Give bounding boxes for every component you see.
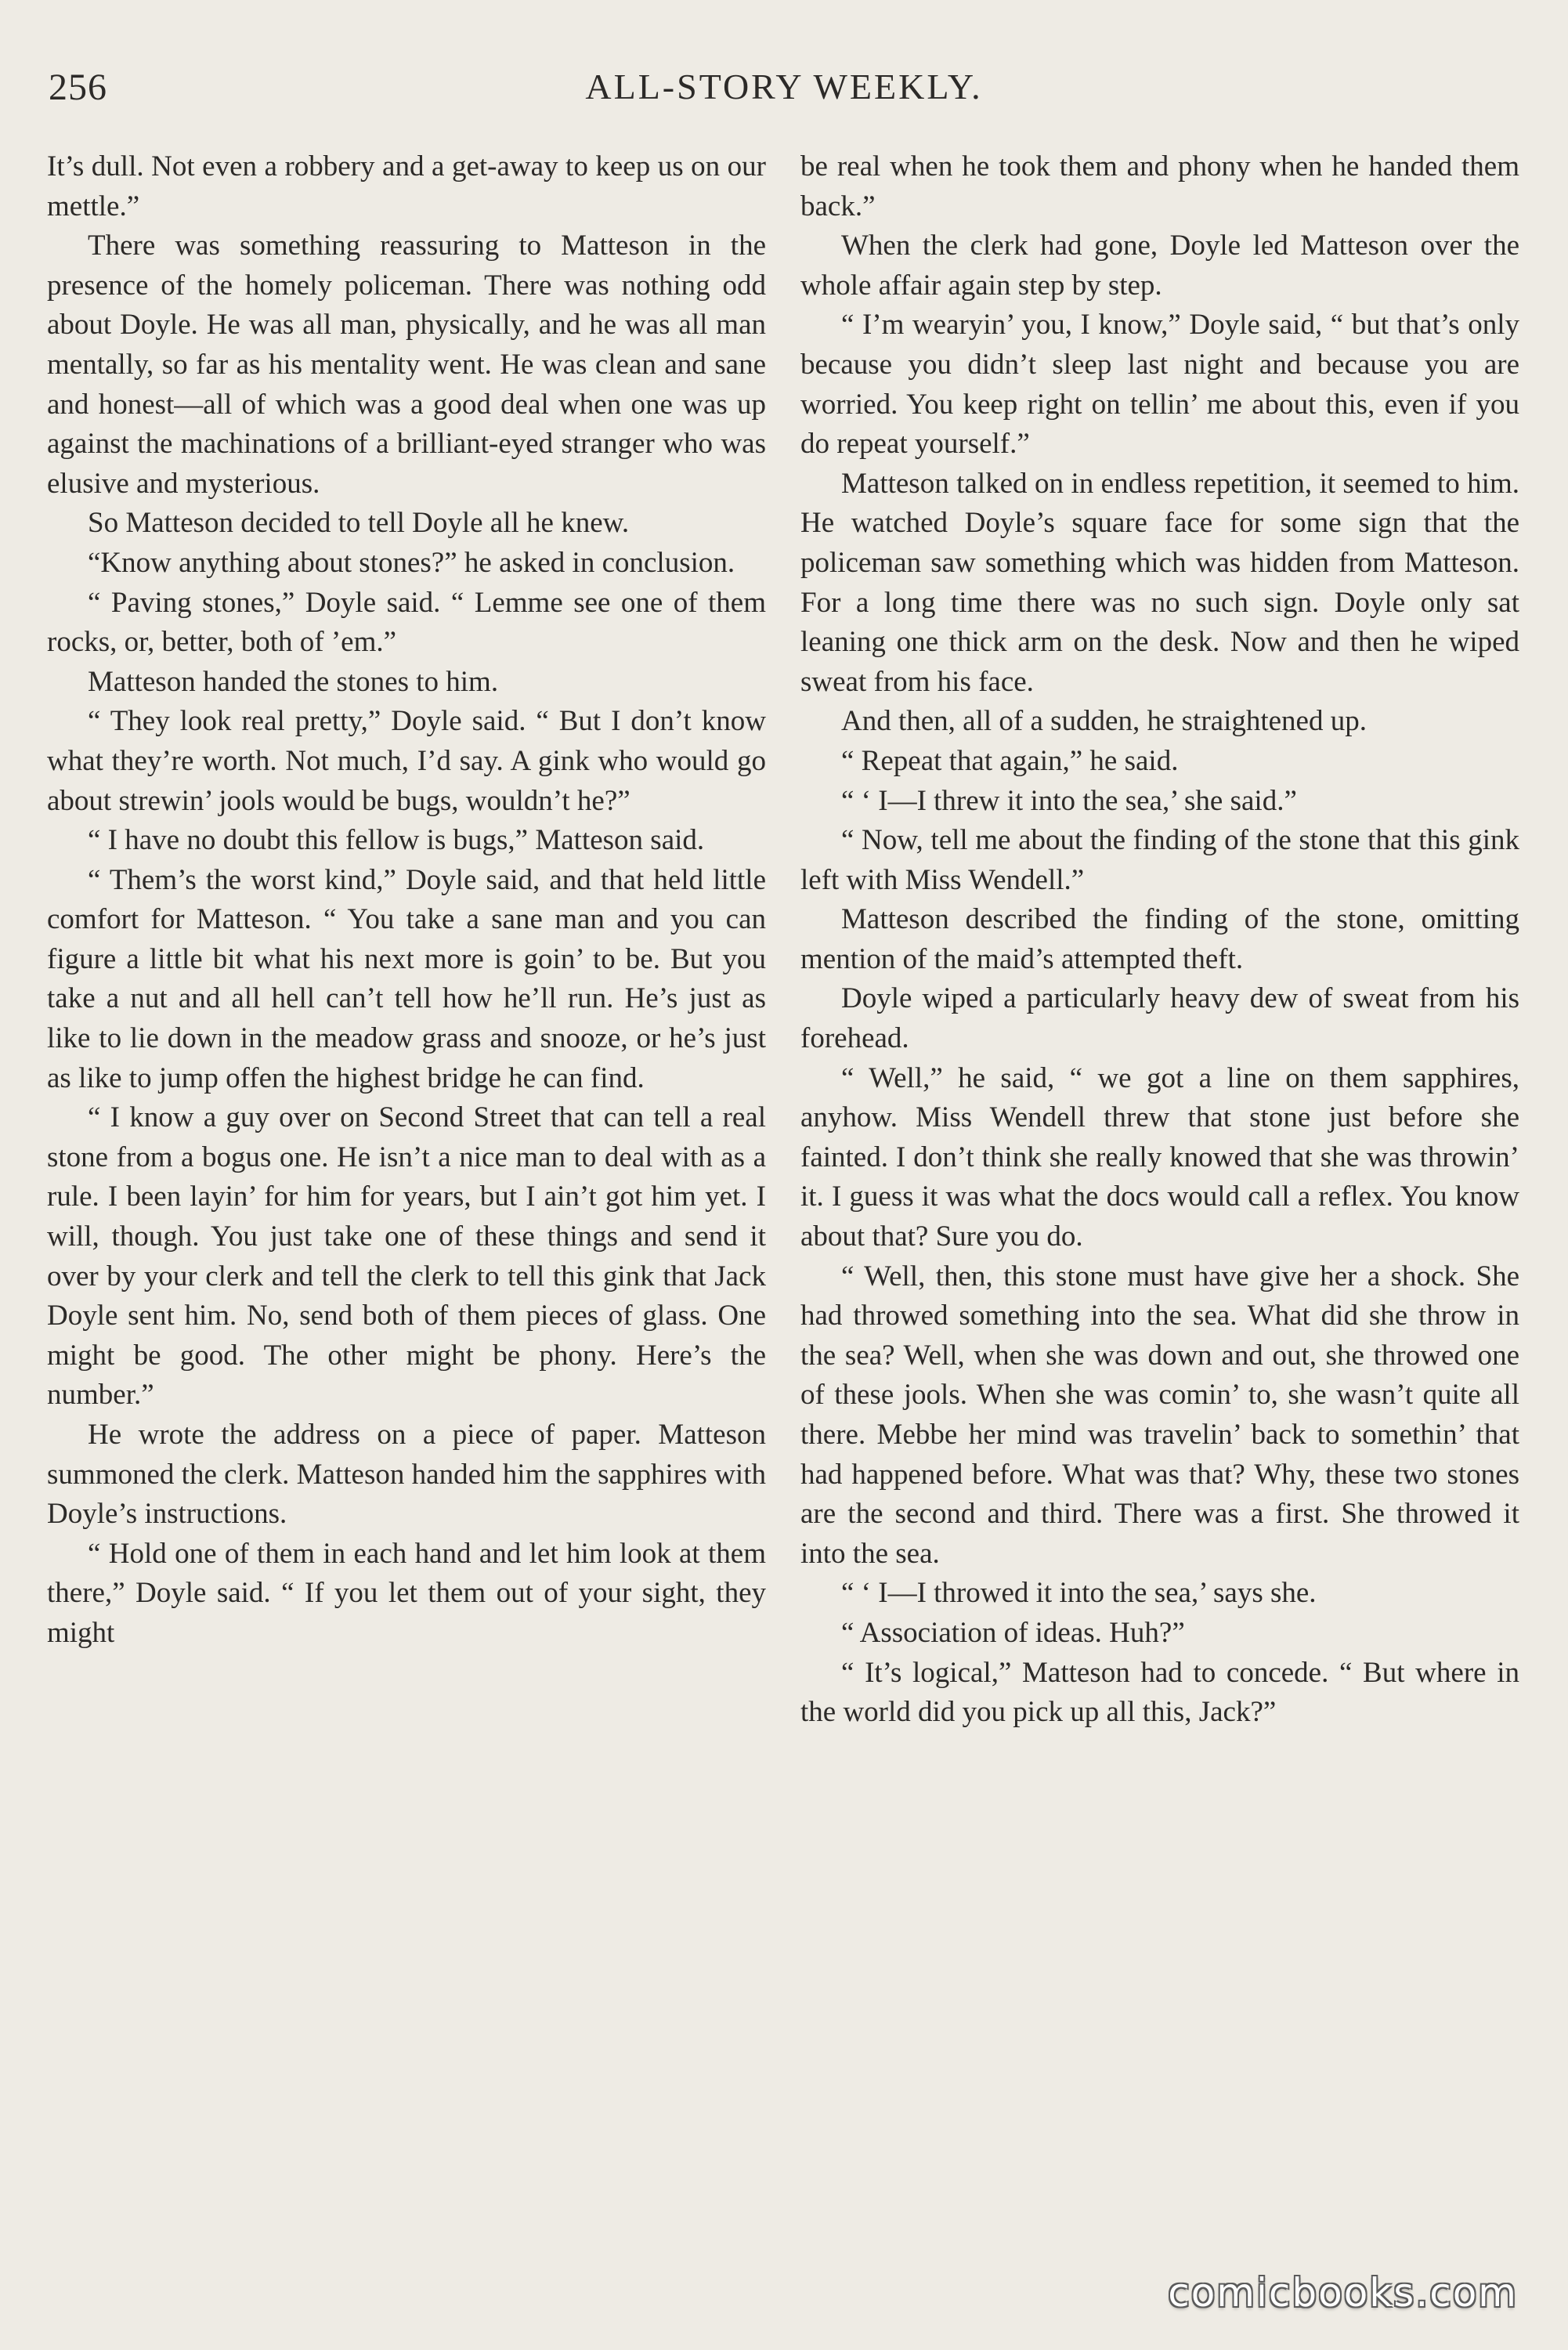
- paragraph: He wrote the address on a piece of paper. Matteson summoned the clerk. Matteson handed him the sapphires with Doyle’s instructions.: [47, 1419, 766, 1531]
- paragraph: “ Hold one of them in each hand and let him look at them there,” Doyle said. “ If you let them out of your sight, they might: [47, 1537, 766, 1649]
- paragraph: Matteson described the finding of the stone, omitting mention of the maid’s attempted theft.: [800, 903, 1519, 975]
- paragraph: “ I’m wearyin’ you, I know,” Doyle said, “ but that’s only because you didn’t sleep last night and because you are worried. You keep right on tellin’ me about this, even if you do repeat yourself.”: [800, 309, 1519, 461]
- paragraph: Doyle wiped a particularly heavy dew of sweat from his forehead.: [800, 982, 1519, 1055]
- paragraph: So Matteson decided to tell Doyle all he knew.: [88, 507, 630, 540]
- paragraph: “ Well,” he said, “ we got a line on them sapphires, anyhow. Miss Wendell threw that stone just before she fainted. I don’t think she really knowed that she was throwin’ it. I guess it was what the docs would call a reflex. You know about that? Sure you do.: [800, 1061, 1519, 1253]
- paragraph: “ Them’s the worst kind,” Doyle said, and that held little comfort for Matteson. “ You take a sane man and you can figure a little bit what his next more is goin’ to be. But you take a nut and all hell can’t tell how he’ll run. He’s just as like to lie down in the meadow grass and snooze, or he’s just as like to jump offen the highest bridge he can find.: [47, 863, 766, 1094]
- paragraph: “ I know a guy over on Second Street that can tell a real stone from a bogus one. He isn’t a nice man to deal with as a rule. I been layin’ for him for years, but I ain’t got him yet. I will, though. You just take one of these things and send it over by your clerk and tell the clerk to tell this gink that Jack Doyle sent him. No, send both of them pieces of glass. One might be good. The other might be phony. Here’s the number.”: [47, 1101, 766, 1412]
- paragraph: “Know anything about stones?” he asked in conclusion.: [88, 546, 735, 579]
- paragraph: “ It’s logical,” Matteson had to concede. “ But where in the world did you pick up all this, Jack?”: [800, 1656, 1519, 1729]
- paragraph: “ Paving stones,” Doyle said. “ Lemme see one of them rocks, or, better, both of ’em.”: [47, 586, 766, 659]
- paragraph: When the clerk had gone, Doyle led Matteson over the whole affair again step by step.: [800, 230, 1519, 302]
- paragraph: Matteson talked on in endless repetition, it seemed to him. He watched Doyle’s square face for some sign that the policeman saw something which was hidden from Matteson. For a long time there was no such sign. Doyle only sat leaning one thick arm on the desk. Now and then he wiped sweat from his face.: [800, 467, 1519, 698]
- paragraph: “ Association of ideas. Huh?”: [841, 1616, 1185, 1649]
- paragraph: “ Now, tell me about the finding of the stone that this gink left with Miss Wendell.”: [800, 824, 1519, 896]
- paragraph: “ Repeat that again,” he said.: [841, 744, 1179, 777]
- paragraph: Matteson handed the stones to him.: [88, 665, 499, 698]
- paragraph: And then, all of a sudden, he straightened up.: [841, 705, 1367, 738]
- paragraph: be real when he took them and phony when he handed them back.”: [800, 150, 1519, 222]
- paragraph: “ They look real pretty,” Doyle said. “ But I don’t know what they’re worth. Not much, I’d say. A gink who would go about strewin’ jools would be bugs, wouldn’t he?”: [47, 705, 766, 817]
- paragraph: “ Well, then, this stone must have give her a shock. She had throwed something into the sea. What did she throw in the sea? Well, when she was down and out, she throwed one of these jools. When she was comin’ to, she wasn’t quite all there. Mebbe her mind was travelin’ back to somethin’ that had happened before. What was that? Why, these two stones are the second and third. There was a first. She throwed it into the sea.: [800, 1260, 1519, 1570]
- right-column: [800, 147, 1519, 1733]
- left-column: [47, 147, 766, 1654]
- running-head: ALL-STORY WEEKLY.: [585, 67, 983, 107]
- paragraph: It’s dull. Not even a robbery and a get-away to keep us on our mettle.”: [47, 150, 766, 222]
- page-number: 256: [49, 67, 107, 108]
- paragraph: “ I have no doubt this fellow is bugs,” Matteson said.: [88, 824, 705, 857]
- paragraph: “ ‘ I—I throwed it into the sea,’ says she.: [841, 1577, 1317, 1610]
- watermark-logo: comicbooks.com: [1168, 2270, 1518, 2316]
- paragraph: There was something reassuring to Matteson in the presence of the homely policeman. There was nothing odd about Doyle. He was all man, physically, and he was all man mentally, so far as his mentality went. He was clean and sane and honest—all of which was a good deal when one was up against the machinations of a brilliant-eyed stranger who was elusive and mysterious.: [47, 230, 766, 500]
- paragraph: “ ‘ I—I threw it into the sea,’ she said.”: [841, 784, 1297, 817]
